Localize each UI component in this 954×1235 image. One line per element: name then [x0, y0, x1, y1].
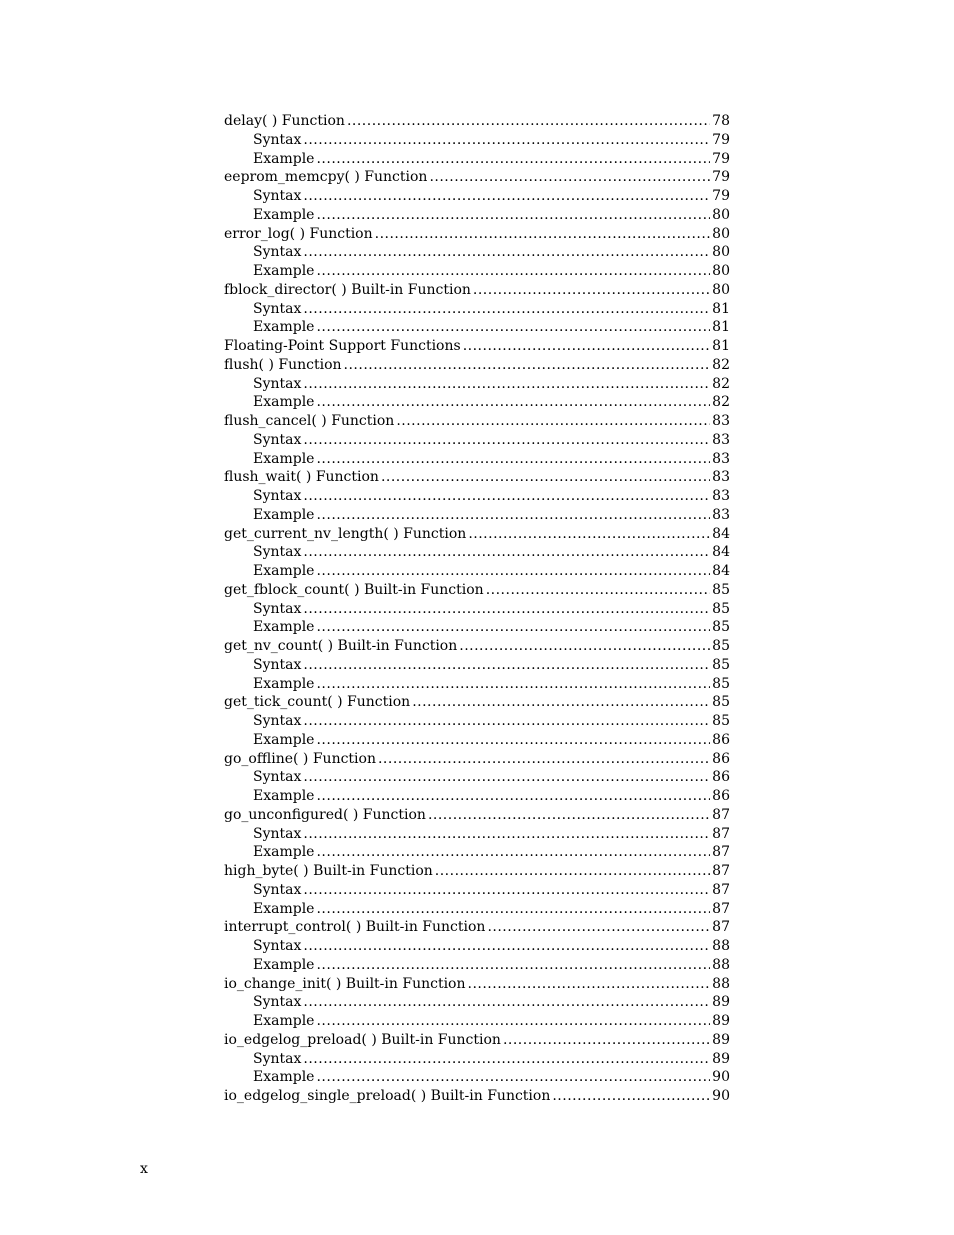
- toc-entry-title: io_edgelog_preload( ) Built-in Function: [224, 1031, 501, 1048]
- toc-entry[interactable]: [224, 525, 730, 544]
- toc-entry-page-number: 80: [712, 244, 730, 261]
- toc-entry-title: Syntax: [253, 938, 302, 954]
- dot-leader: [396, 412, 710, 431]
- toc-entry-page-number: 85: [712, 581, 730, 598]
- toc-entry-page-number: 88: [712, 956, 730, 973]
- toc-subentry[interactable]: [224, 843, 730, 862]
- toc-entry-page-number: 83: [712, 431, 730, 448]
- toc-entry-title: flush_wait( ) Function: [224, 469, 379, 486]
- dot-leader: [375, 225, 711, 244]
- toc-entry-page-number: 85: [712, 713, 730, 729]
- dot-leader: [347, 112, 710, 131]
- toc-entry-page-number: 87: [712, 881, 730, 898]
- toc-entry-page-number: 87: [712, 863, 730, 879]
- toc-entry-page-number: 85: [712, 694, 730, 711]
- toc-entry-page-number: 86: [712, 788, 730, 804]
- dot-leader: [316, 450, 710, 469]
- dot-leader: [303, 300, 710, 319]
- dot-leader: [316, 675, 710, 694]
- dot-leader: [303, 543, 710, 562]
- toc-entry-page-number: 83: [712, 450, 730, 467]
- toc-entry-title: Example: [253, 900, 315, 917]
- toc-entry-title: Example: [253, 506, 315, 523]
- toc-entry-title: Floating-Point Support Functions: [224, 338, 461, 354]
- dot-leader: [468, 525, 710, 544]
- dot-leader: [316, 318, 710, 337]
- toc-entry-title: flush( ) Function: [224, 356, 342, 373]
- toc-entry[interactable]: [224, 581, 730, 600]
- toc-subentry[interactable]: [224, 262, 730, 281]
- toc-entry-title: Syntax: [253, 600, 302, 617]
- toc-entry-page-number: 89: [712, 1031, 730, 1048]
- dot-leader: [316, 618, 710, 637]
- toc-subentry[interactable]: [224, 900, 730, 919]
- toc-entry[interactable]: [224, 225, 730, 244]
- toc-entry-title: Syntax: [253, 825, 302, 842]
- toc-subentry[interactable]: [224, 375, 730, 394]
- toc-entry-title: go_offline( ) Function: [224, 750, 376, 767]
- dot-leader: [303, 375, 710, 394]
- toc-subentry[interactable]: [224, 600, 730, 619]
- toc-entry[interactable]: [224, 918, 730, 937]
- dot-leader: [468, 975, 711, 994]
- toc-entry-page-number: 83: [712, 469, 730, 486]
- table-of-contents: [224, 112, 730, 1106]
- toc-entry-title: get_tick_count( ) Function: [224, 694, 411, 711]
- dot-leader: [381, 468, 710, 487]
- dot-leader: [303, 712, 710, 731]
- toc-entry-page-number: 80: [712, 281, 730, 298]
- toc-entry-title: fblock_director( ) Built-in Function: [224, 281, 471, 298]
- toc-entry-page-number: 84: [712, 563, 730, 579]
- toc-entry-page-number: 82: [712, 375, 730, 392]
- dot-leader: [303, 656, 710, 675]
- toc-entry-page-number: 82: [712, 356, 730, 373]
- dot-leader: [303, 131, 710, 150]
- toc-entry-title: Syntax: [253, 300, 302, 317]
- toc-entry-page-number: 85: [712, 619, 730, 636]
- toc-subentry[interactable]: [224, 731, 730, 750]
- toc-entry-page-number: 86: [712, 750, 730, 767]
- dot-leader: [412, 693, 710, 712]
- toc-entry-title: Example: [253, 563, 315, 579]
- dot-leader: [316, 1068, 710, 1087]
- toc-subentry[interactable]: [224, 431, 730, 450]
- toc-entry-page-number: 79: [712, 131, 730, 148]
- toc-entry[interactable]: [224, 112, 730, 131]
- toc-entry-page-number: 87: [712, 900, 730, 917]
- dot-leader: [463, 337, 710, 356]
- toc-subentry[interactable]: [224, 131, 730, 150]
- toc-entry-title: Syntax: [253, 375, 302, 392]
- toc-subentry[interactable]: [224, 318, 730, 337]
- dot-leader: [316, 1012, 710, 1031]
- toc-entry-title: Example: [253, 1013, 315, 1029]
- toc-subentry[interactable]: [224, 243, 730, 262]
- toc-entry-page-number: 85: [712, 656, 730, 673]
- dot-leader: [487, 918, 710, 937]
- toc-subentry[interactable]: [224, 506, 730, 525]
- toc-subentry[interactable]: [224, 393, 730, 412]
- toc-entry-title: Syntax: [253, 656, 302, 673]
- toc-subentry[interactable]: [224, 993, 730, 1012]
- toc-entry-title: Syntax: [253, 1050, 302, 1067]
- toc-entry-page-number: 89: [712, 994, 730, 1011]
- toc-entry-title: Example: [253, 394, 315, 411]
- dot-leader: [303, 1050, 710, 1069]
- dot-leader: [428, 806, 710, 825]
- toc-subentry[interactable]: [224, 881, 730, 900]
- toc-entry[interactable]: [224, 468, 730, 487]
- dot-leader: [503, 1031, 710, 1050]
- toc-entry-page-number: 82: [712, 394, 730, 411]
- dot-leader: [316, 787, 710, 806]
- toc-subentry[interactable]: [224, 487, 730, 506]
- toc-entry-page-number: 88: [712, 938, 730, 954]
- toc-entry-page-number: 87: [712, 919, 730, 936]
- toc-entry-page-number: 81: [712, 319, 730, 336]
- toc-entry-title: Example: [253, 619, 315, 636]
- dot-leader: [303, 768, 710, 787]
- toc-entry-title: io_edgelog_single_preload( ) Built-in Function: [224, 1088, 551, 1104]
- toc-entry-page-number: 79: [712, 188, 730, 204]
- toc-entry-page-number: 87: [712, 844, 730, 861]
- toc-entry-title: Example: [253, 450, 315, 467]
- toc-entry-page-number: 80: [712, 263, 730, 279]
- toc-entry-title: Example: [253, 319, 315, 336]
- dot-leader: [303, 600, 710, 619]
- toc-entry[interactable]: [224, 975, 730, 994]
- dot-leader: [316, 731, 710, 750]
- toc-entry-title: Syntax: [253, 769, 302, 786]
- toc-entry-page-number: 80: [712, 225, 730, 242]
- toc-entry-page-number: 84: [712, 544, 730, 561]
- dot-leader: [435, 862, 710, 881]
- toc-entry-title: Syntax: [253, 881, 302, 898]
- toc-entry-page-number: 83: [712, 413, 730, 429]
- toc-subentry[interactable]: [224, 825, 730, 844]
- dot-leader: [303, 243, 710, 262]
- toc-entry-title: Syntax: [253, 488, 302, 504]
- toc-entry-title: high_byte( ) Built-in Function: [224, 863, 433, 879]
- toc-entry-title: flush_cancel( ) Function: [224, 413, 395, 429]
- toc-subentry[interactable]: [224, 656, 730, 675]
- toc-entry[interactable]: [224, 693, 730, 712]
- toc-entry-title: get_current_nv_length( ) Function: [224, 525, 467, 542]
- toc-entry-title: get_nv_count( ) Built-in Function: [224, 638, 458, 654]
- toc-entry-page-number: 83: [712, 506, 730, 523]
- dot-leader: [303, 993, 710, 1012]
- toc-entry-title: Example: [253, 956, 315, 973]
- toc-entry-page-number: 80: [712, 206, 730, 223]
- toc-entry[interactable]: [224, 337, 730, 356]
- dot-leader: [316, 956, 710, 975]
- toc-entry-page-number: 86: [712, 769, 730, 786]
- toc-entry-title: Syntax: [253, 188, 302, 204]
- toc-subentry[interactable]: [224, 956, 730, 975]
- toc-subentry[interactable]: [224, 618, 730, 637]
- toc-entry-page-number: 81: [712, 300, 730, 317]
- toc-entry[interactable]: [224, 168, 730, 187]
- dot-leader: [316, 843, 710, 862]
- dot-leader: [303, 487, 710, 506]
- toc-entry-title: Example: [253, 150, 315, 167]
- toc-entry[interactable]: [224, 412, 730, 431]
- dot-leader: [486, 581, 710, 600]
- toc-subentry[interactable]: [224, 543, 730, 562]
- dot-leader: [316, 900, 710, 919]
- toc-entry-page-number: 85: [712, 600, 730, 617]
- dot-leader: [316, 393, 710, 412]
- toc-entry-title: Syntax: [253, 131, 302, 148]
- dot-leader: [316, 206, 710, 225]
- toc-subentry[interactable]: [224, 1068, 730, 1087]
- toc-subentry[interactable]: [224, 300, 730, 319]
- dot-leader: [473, 281, 710, 300]
- toc-entry-page-number: 79: [712, 150, 730, 167]
- toc-entry-title: Example: [253, 675, 315, 692]
- toc-entry-title: Example: [253, 788, 315, 804]
- dot-leader: [303, 431, 710, 450]
- toc-entry-title: Syntax: [253, 544, 302, 561]
- toc-entry-title: Syntax: [253, 713, 302, 729]
- toc-entry-page-number: 83: [712, 488, 730, 504]
- dot-leader: [429, 168, 710, 187]
- dot-leader: [378, 750, 710, 769]
- toc-subentry[interactable]: [224, 562, 730, 581]
- toc-entry-title: delay( ) Function: [224, 113, 345, 129]
- toc-entry-page-number: 79: [712, 169, 730, 186]
- toc-entry-page-number: 86: [712, 731, 730, 748]
- toc-entry[interactable]: [224, 356, 730, 375]
- toc-entry[interactable]: [224, 750, 730, 769]
- dot-leader: [303, 187, 710, 206]
- toc-entry[interactable]: [224, 862, 730, 881]
- toc-subentry[interactable]: [224, 450, 730, 469]
- toc-entry-title: Example: [253, 1069, 315, 1086]
- toc-entry[interactable]: [224, 806, 730, 825]
- dot-leader: [552, 1087, 710, 1106]
- dot-leader: [316, 562, 710, 581]
- toc-entry-page-number: 89: [712, 1050, 730, 1067]
- toc-subentry[interactable]: [224, 187, 730, 206]
- toc-entry-page-number: 87: [712, 806, 730, 823]
- toc-entry-title: error_log( ) Function: [224, 225, 373, 242]
- toc-subentry[interactable]: [224, 1050, 730, 1069]
- toc-subentry[interactable]: [224, 787, 730, 806]
- dot-leader: [303, 937, 710, 956]
- dot-leader: [459, 637, 710, 656]
- toc-entry[interactable]: [224, 637, 730, 656]
- toc-subentry[interactable]: [224, 712, 730, 731]
- page-number: x: [140, 1161, 148, 1177]
- toc-entry-page-number: 88: [712, 975, 730, 992]
- toc-entry[interactable]: [224, 1031, 730, 1050]
- toc-entry-page-number: 85: [712, 638, 730, 654]
- toc-entry-page-number: 84: [712, 525, 730, 542]
- dot-leader: [316, 506, 710, 525]
- toc-entry-page-number: 85: [712, 675, 730, 692]
- dot-leader: [316, 262, 710, 281]
- toc-subentry[interactable]: [224, 937, 730, 956]
- toc-entry-title: Example: [253, 263, 315, 279]
- toc-entry-title: eeprom_memcpy( ) Function: [224, 169, 428, 186]
- toc-entry-title: Syntax: [253, 994, 302, 1011]
- dot-leader: [303, 881, 710, 900]
- dot-leader: [303, 825, 710, 844]
- toc-entry[interactable]: [224, 1087, 730, 1106]
- toc-entry-title: interrupt_control( ) Built-in Function: [224, 919, 486, 936]
- toc-entry-title: Syntax: [253, 431, 302, 448]
- toc-subentry[interactable]: [224, 1012, 730, 1031]
- dot-leader: [344, 356, 711, 375]
- toc-entry-title: Example: [253, 731, 315, 748]
- toc-subentry[interactable]: [224, 206, 730, 225]
- toc-entry-title: get_fblock_count( ) Built-in Function: [224, 581, 484, 598]
- dot-leader: [316, 150, 710, 169]
- toc-entry-page-number: 87: [712, 825, 730, 842]
- toc-entry-page-number: 90: [712, 1088, 730, 1104]
- toc-entry-title: Example: [253, 206, 315, 223]
- toc-entry-page-number: 89: [712, 1013, 730, 1029]
- toc-entry-title: io_change_init( ) Built-in Function: [224, 975, 466, 992]
- toc-entry-title: go_unconfigured( ) Function: [224, 806, 426, 823]
- toc-subentry[interactable]: [224, 675, 730, 694]
- toc-entry-page-number: 90: [712, 1069, 730, 1086]
- toc-subentry[interactable]: [224, 768, 730, 787]
- toc-entry-title: Syntax: [253, 244, 302, 261]
- toc-entry[interactable]: [224, 281, 730, 300]
- toc-entry-page-number: 81: [712, 338, 730, 354]
- toc-entry-title: Example: [253, 844, 315, 861]
- toc-entry-page-number: 78: [712, 113, 730, 129]
- toc-subentry[interactable]: [224, 150, 730, 169]
